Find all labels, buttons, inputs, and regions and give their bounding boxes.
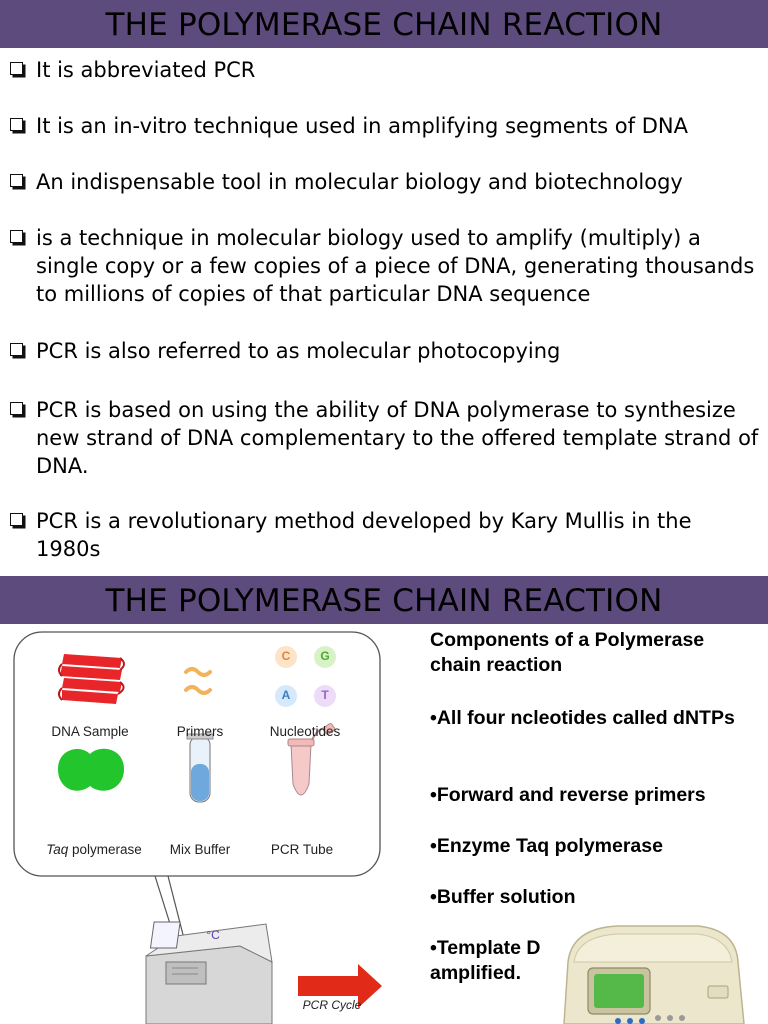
thermal-cycler-svg bbox=[558, 922, 768, 1024]
primers-label: Primers bbox=[176, 724, 224, 739]
polymerase-label: polymerase bbox=[68, 842, 142, 857]
bullet-item bbox=[8, 507, 760, 563]
nucleotide-t-label: T bbox=[321, 688, 329, 702]
checkbox-bullet-icon bbox=[10, 343, 23, 356]
bullet-text: PCR is a revolutionary method developed by Kary Mullis in the 1980s bbox=[36, 509, 692, 561]
slide-2 bbox=[0, 576, 768, 1024]
component-item: •Buffer solution bbox=[430, 886, 576, 908]
bullet-text: PCR is based on using the ability of DNA polymerase to synthesize new strand of DNA complementary to the offered template strand of DNA. bbox=[36, 398, 759, 478]
component-item-continued: amplified. bbox=[430, 962, 522, 984]
nucleotide-g-label: G bbox=[320, 649, 330, 663]
nucleotide-a-label: A bbox=[281, 688, 291, 702]
bullet-item bbox=[8, 337, 560, 365]
slide-separator bbox=[0, 566, 768, 576]
thermal-cycler-photo bbox=[558, 922, 768, 1024]
checkbox-bullet-icon bbox=[10, 118, 23, 131]
bullet-item bbox=[8, 56, 255, 84]
pcr-tube-label: PCR Tube bbox=[270, 842, 334, 857]
taq-italic-label: Taq bbox=[46, 842, 69, 857]
pcr-diagram-svg bbox=[0, 624, 420, 1024]
bullet-item bbox=[8, 168, 683, 196]
bullet-item bbox=[8, 112, 688, 140]
taq-polymerase-icon bbox=[58, 749, 124, 791]
thermometer-label: °C bbox=[206, 928, 220, 942]
bullet-text: It is an in-vitro technique used in amplifying segments of DNA bbox=[36, 114, 688, 138]
checkbox-bullet-icon bbox=[10, 402, 23, 415]
taq-polymerase-label bbox=[36, 842, 152, 857]
bullet-text: is a technique in molecular biology used to amplify (multiply) a single copy or a few copies of a piece of DNA, generating thousands to millions of copies of that particular DNA sequence bbox=[36, 226, 755, 306]
component-item: •Enzyme Taq polymerase bbox=[430, 835, 663, 857]
bullet-text: An indispensable tool in molecular biology and biotechnology bbox=[36, 170, 683, 194]
bullet-item bbox=[8, 396, 760, 480]
components-heading: Components of a Polymerase chain reaction bbox=[430, 629, 705, 676]
bullet-text: PCR is also referred to as molecular photocopying bbox=[36, 339, 561, 363]
checkbox-bullet-icon bbox=[10, 62, 23, 75]
checkbox-bullet-icon bbox=[10, 513, 23, 526]
slide-1-title: THE POLYMERASE CHAIN REACTION bbox=[0, 0, 768, 48]
checkbox-bullet-icon bbox=[10, 230, 23, 243]
pcr-components-diagram bbox=[0, 624, 420, 1024]
checkbox-bullet-icon bbox=[10, 174, 23, 187]
bullet-text: It is abbreviated PCR bbox=[36, 58, 256, 82]
nucleotides-label: Nucleotides bbox=[269, 724, 341, 739]
nucleotide-c-label: C bbox=[281, 649, 291, 663]
slide-2-title: THE POLYMERASE CHAIN REACTION bbox=[0, 576, 768, 624]
component-item: •All four ncleotides called dNTPs bbox=[430, 707, 735, 729]
dna-sample-label: DNA Sample bbox=[51, 724, 129, 739]
bullet-item bbox=[8, 224, 760, 308]
component-item: •Template D bbox=[430, 937, 541, 959]
component-item: •Forward and reverse primers bbox=[430, 784, 706, 806]
mix-buffer-icon bbox=[187, 734, 213, 802]
pcr-cycle-label: PCR Cycle bbox=[302, 998, 362, 1012]
mix-buffer-label: Mix Buffer bbox=[169, 842, 231, 857]
